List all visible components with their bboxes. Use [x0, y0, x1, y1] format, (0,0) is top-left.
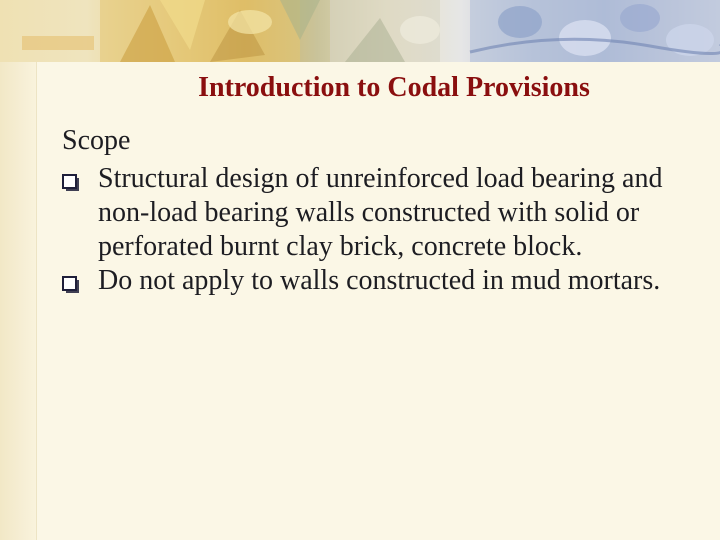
slide-body — [62, 124, 712, 298]
bullet-item-structural-design — [62, 162, 712, 264]
slide-title: Introduction to Codal Provisions — [198, 72, 590, 103]
bullet-item-mud-mortars — [62, 264, 712, 298]
bullet-text: Structural design of unreinforced load bearing and non-load bearing walls constructed with solid or perforated burnt clay brick, concrete block. — [98, 163, 663, 262]
bullet-text: Do not apply to walls constructed in mud mortars. — [98, 265, 661, 296]
bullet-list — [62, 162, 712, 298]
decorative-header-banner — [0, 0, 720, 62]
floral-banner-art — [0, 0, 720, 62]
scope-heading: Scope — [62, 125, 131, 156]
checkbox-bullet-icon — [62, 174, 77, 189]
checkbox-bullet-icon — [62, 276, 77, 291]
